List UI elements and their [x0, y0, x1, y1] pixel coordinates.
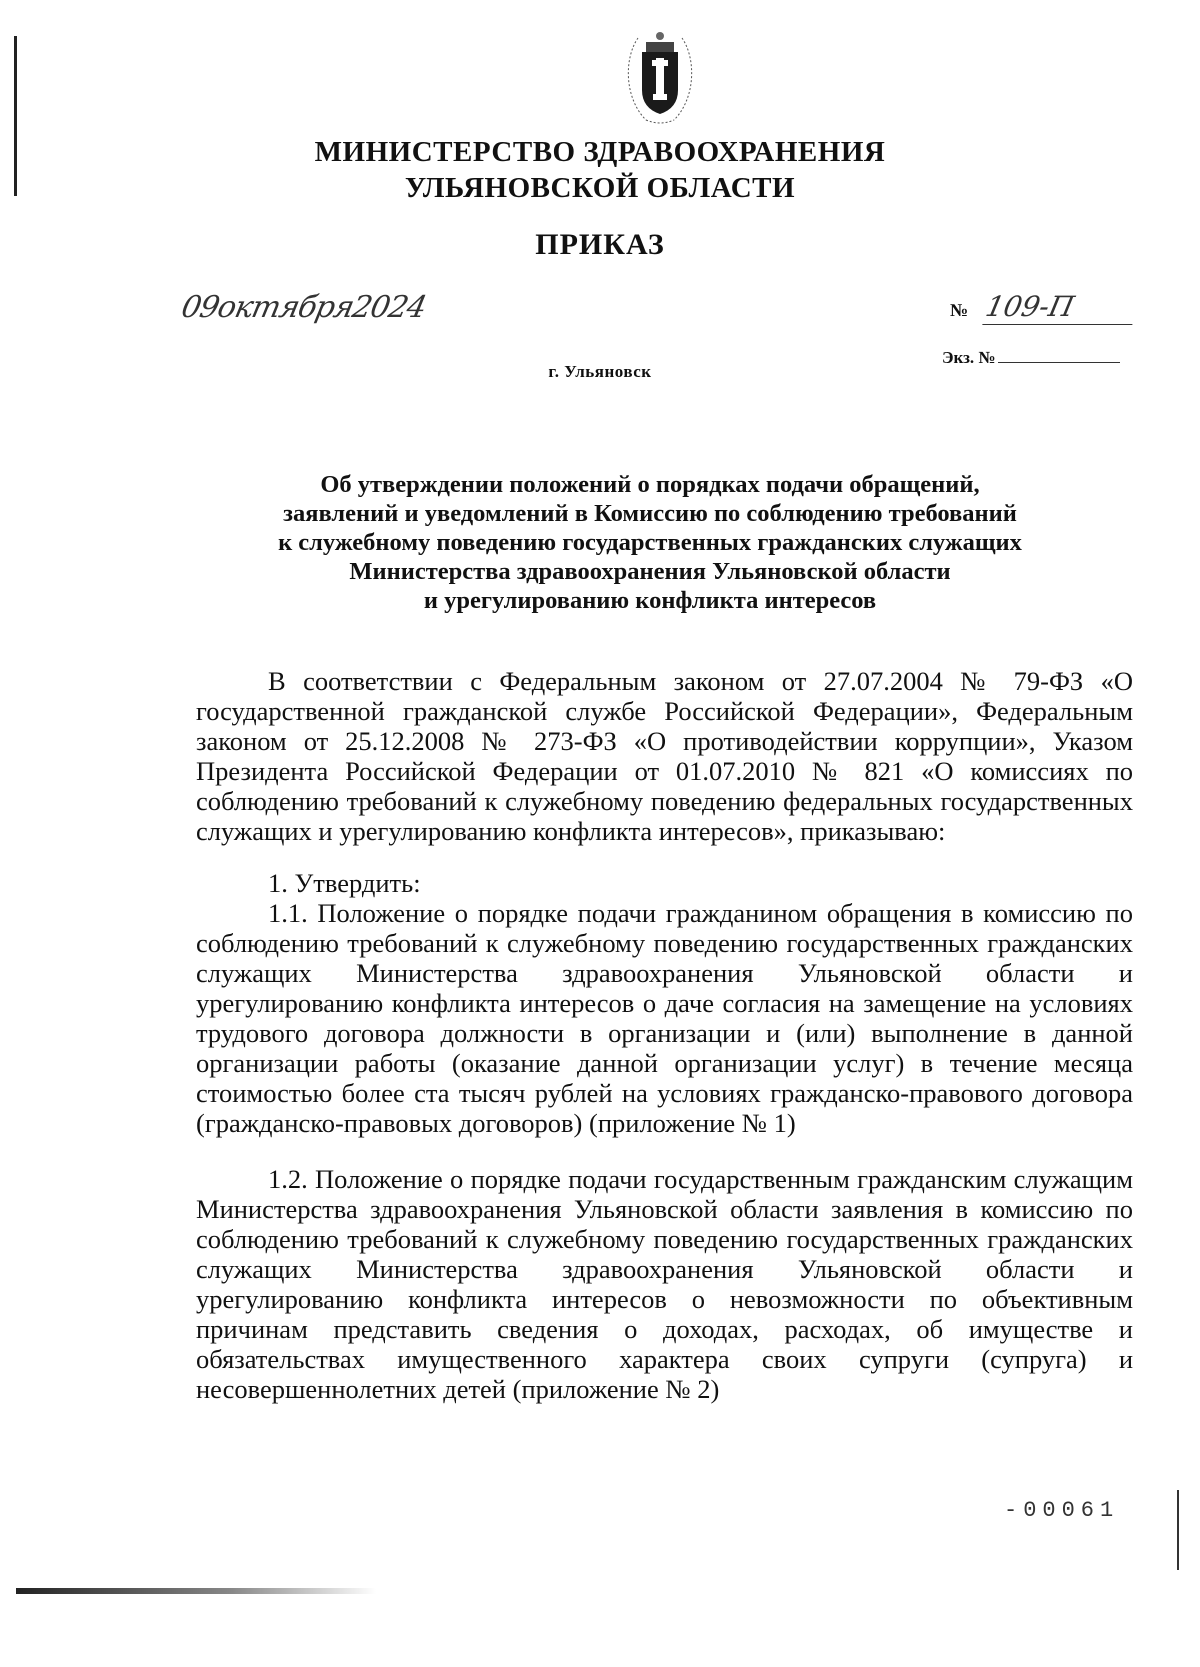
- order-number-label: №: [950, 300, 969, 320]
- city: г. Ульяновск: [548, 362, 652, 381]
- scan-smudge: [16, 1588, 376, 1594]
- ministry-name: [0, 134, 1200, 206]
- scan-edge-right: [1177, 1490, 1179, 1570]
- title-line: заявлений и уведомлений в Комиссию по соблюдению требований: [283, 500, 1017, 527]
- preamble-paragraph: В соответствии с Федеральным законом от 27.07.2004 № 79-ФЗ «О государственной гражданской службе Российской Федерации», Федеральным законом от 25.12.2008 № 273-ФЗ «О противодействии коррупции», Указом Президента Российской Федерации от 01.07.2010 № 821 «О комиссиях по соблюдению требований к служебному поведению федеральных государственных служащих и урегулированию конфликта интересов», приказываю:: [196, 666, 1133, 846]
- coat-of-arms-icon: [616, 28, 704, 128]
- page-stamp: -00061: [1004, 1498, 1120, 1523]
- copy-number-blank: [998, 348, 1120, 363]
- ministry-line-1: МИНИСТЕРСТВО ЗДРАВООХРАНЕНИЯ: [314, 136, 886, 168]
- title-line: к служебному поведению государственных гражданских служащих: [278, 529, 1022, 556]
- copy-number-label: Экз. №: [942, 348, 996, 367]
- title-line: и урегулированию конфликта интересов: [423, 587, 877, 614]
- document-body: [196, 666, 1133, 1404]
- document-title: [190, 470, 1110, 615]
- item-1-1: 1.1. Положение о порядке подачи гражданином обращения в комиссию по соблюдению требований к служебному поведению государственных гражданских служащих Министерства здравоохранения Ульяновской области и урегулированию конфликта интересов о даче согласия на замещение на условиях трудового договора должности в организации и (или) выполнение в данной организации работы (оказание данной организации услуг) в течение месяца стоимостью более ста тысяч рублей на условиях гражданско-правового договора (гражданско-правовых договоров) (приложение № 1): [196, 898, 1133, 1138]
- title-line: Министерства здравоохранения Ульяновской области: [349, 558, 951, 585]
- document-type: ПРИКАЗ: [535, 228, 665, 261]
- item-1: 1. Утвердить:: [268, 868, 421, 898]
- order-number-value: 109-П: [982, 290, 1139, 325]
- item-1-2: 1.2. Положение о порядке подачи государственным гражданским служащим Министерства здравоохранения Ульяновской области заявления в комиссию по соблюдению требований к служебному поведению государственных гражданских служащих Министерства здравоохранения Ульяновской области и урегулированию конфликта интересов о невозможности по объективным причинам представить сведения о доходах, расходах, об имуществе и обязательствах имущественного характера своих супруги (супруга) и несовершеннолетних детей (приложение № 2): [196, 1164, 1133, 1404]
- title-line: Об утверждении положений о порядках подачи обращений,: [320, 471, 980, 498]
- handwritten-date: 09октября2024: [178, 290, 429, 325]
- ministry-line-2: УЛЬЯНОВСКОЙ ОБЛАСТИ: [404, 172, 796, 204]
